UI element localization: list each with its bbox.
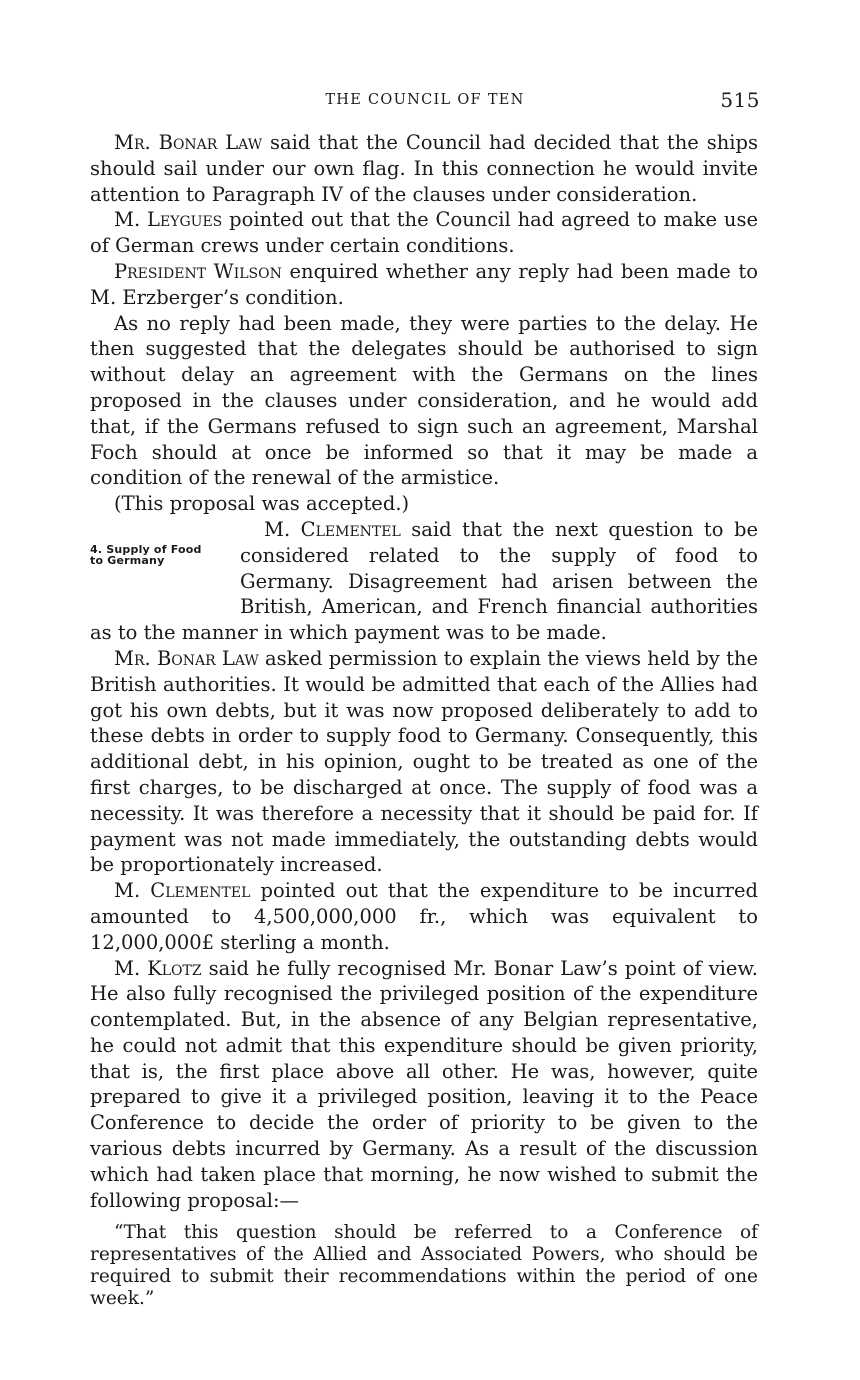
margin-note-line: 4. Supply of Food xyxy=(90,542,202,556)
paragraph-text: asked permission to explain the views held by the British authorities. It would be admitted that each of the Allies had got his own debts, but it was now proposed deliberately to add to these debts in order to supply food to Germany. Consequently, this additional debt, in his opinion, ought to be treated as one of the first charges, to be discharged at once. The supply of food was a necessity. It was therefore a necessity that it should be paid for. If payment was not made immediately, the outstanding debts would be proportionately increased. xyxy=(90,646,759,877)
paragraph-text: said that the Council had decided that the ships should sail under our own flag. In this connection he would invite attention to Paragraph IV of the clauses under consideration. xyxy=(90,131,758,206)
margin-note-line: to Germany xyxy=(90,553,165,567)
speaker-name: M. Leygues xyxy=(114,208,223,232)
paragraph-text: said that the next question to be considered related to the supply of food to Germany. Disagreement had arisen between the British, American, and French financial authorities as to the manner in which payment was to be made. xyxy=(90,517,758,645)
paragraph-bonar-law-flag xyxy=(90,130,758,207)
speaker-name: M. Clementel xyxy=(264,517,401,541)
page-header xyxy=(90,88,760,118)
speaker-name: Mr. Bonar Law xyxy=(114,646,259,670)
paragraph-wilson-enquiry xyxy=(90,259,758,311)
body-text xyxy=(90,130,758,1310)
paragraph-text: pointed out that the Council had agreed to make use of German crews under certain conditions. xyxy=(90,208,758,258)
speaker-name: President Wilson xyxy=(114,259,282,283)
paragraph-wilson-suggestion: As no reply had been made, they were parties to the delay. He then suggested that the delegates should be authorised to sign without delay an agreement with the Germans on the lines proposed in the clauses under consideration, and he would add that, if the Germans refused to sign such an agreement, Marshal Foch should at once be informed so that it may be made a condition of the renewal of the armistice. xyxy=(90,311,758,490)
running-head: THE COUNCIL OF TEN xyxy=(325,92,525,108)
paragraph-proposal-accepted: (This proposal was accepted.) xyxy=(114,492,410,516)
block-quote: “That this question should be referred to a Conference of representatives of the Allied and Associated Powers, who should be required to submit their recommendations within the period of one week.” xyxy=(90,1222,758,1310)
section-supply-of-food xyxy=(90,517,758,646)
paragraph-leygues-crews xyxy=(90,207,758,259)
paragraph-clementel-food xyxy=(90,517,758,646)
paragraph-clementel-expenditure xyxy=(90,878,758,955)
speaker-name: M. Klotz xyxy=(114,956,202,980)
paragraph-klotz-proposal xyxy=(90,956,758,1214)
speaker-name: M. Clementel xyxy=(114,879,251,903)
speaker-name: Mr. Bonar Law xyxy=(114,131,263,154)
paragraph-text: said he fully recognised Mr. Bonar Law’s point of view. He also fully recognised the privileged position of the expenditure contemplated. But, in the absence of any Belgian representative, he could not admit that this expenditure should be given priority, that is, the first place above all other. He was, however, quite prepared to give it a privileged position, leaving it to the Peace Conference to decide the order of priority to be given to the various debts incurred by Germany. As a result of the discussion which had taken place that morning, he now wished to submit the following proposal:— xyxy=(90,956,758,1212)
paragraph-bonar-law-debts xyxy=(90,646,758,878)
margin-note xyxy=(90,517,240,595)
page-number: 515 xyxy=(720,88,760,112)
paragraph-text: enquired whether any reply had been made to M. Erzberger’s condition. xyxy=(90,259,758,309)
paragraph-text: pointed out that the expenditure to be incurred amounted to 4,500,000,000 fr., which was equivalent to 12,000,000£ sterling a month. xyxy=(90,879,758,954)
